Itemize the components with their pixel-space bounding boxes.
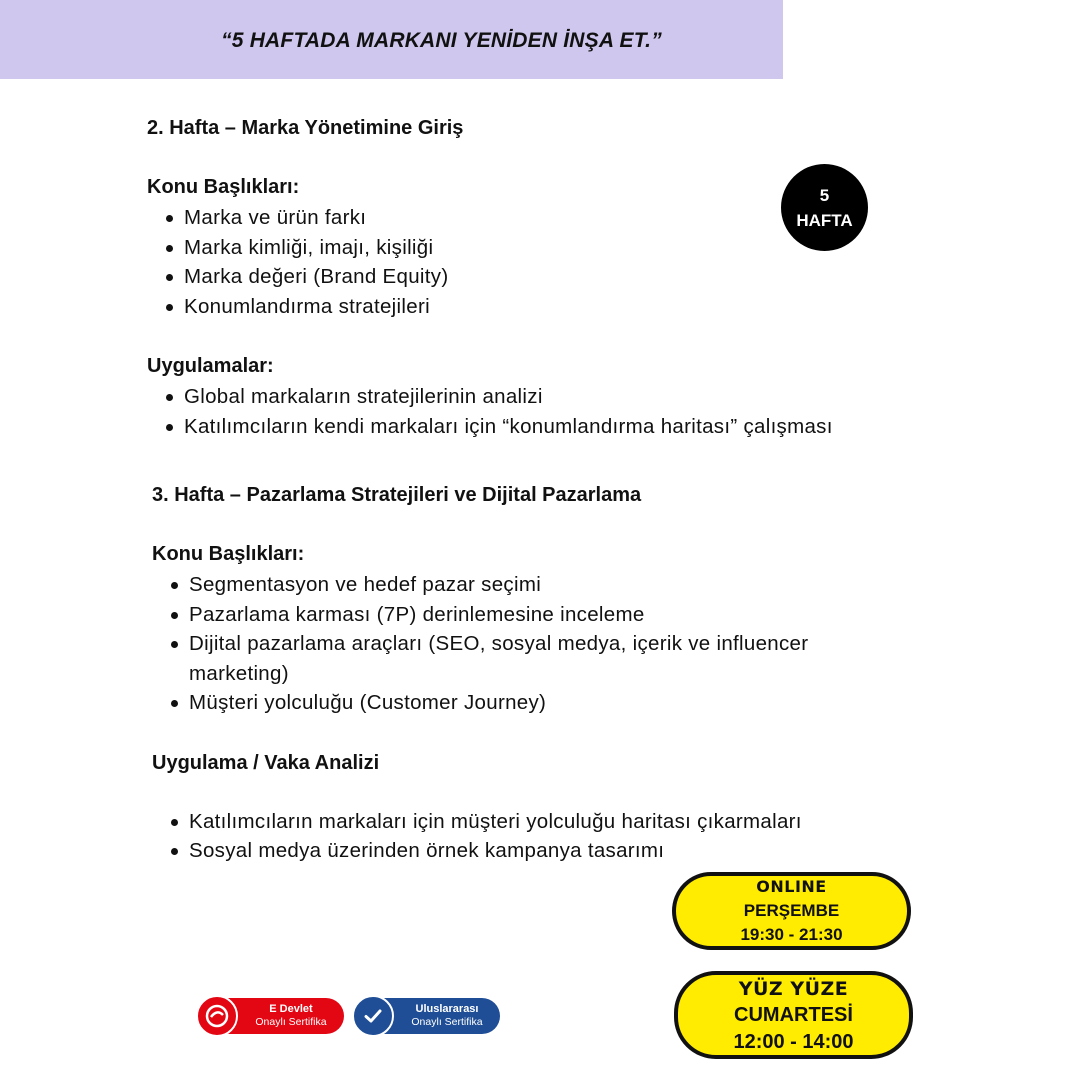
week2-apps-list (147, 382, 947, 441)
week2-apps-heading: Uygulamalar: (147, 355, 274, 377)
inperson-mode: YÜZ YÜZE (738, 977, 849, 1000)
edevlet-cert-line1: E Devlet (269, 1003, 313, 1015)
week2-topics-list (147, 203, 947, 321)
list-item: Dijital pazarlama araçları (SEO, sosyal medya, içerik ve influencer marketing) (152, 629, 872, 688)
week3-section (152, 481, 912, 866)
list-item: Katılımcıların kendi markaları için “konumlandırma haritası” çalışması (147, 412, 947, 442)
international-cert-line1: Uluslararası (415, 1003, 479, 1015)
online-mode: ONLINE (756, 877, 827, 896)
list-item: Marka kimliği, imajı, kişiliği (147, 233, 947, 263)
e-devlet-logo-icon (196, 995, 238, 1037)
banner-title: “5 HAFTADA MARKANI YENİDEN İNŞA ET.” (221, 28, 662, 52)
week3-apps-list (152, 807, 912, 866)
weeks-badge-number: 5 (819, 185, 830, 205)
week3-title: 3. Hafta – Pazarlama Stratejileri ve Dijital Pazarlama (152, 484, 642, 506)
international-certificate-badge (354, 998, 500, 1034)
list-item: Marka değeri (Brand Equity) (147, 262, 947, 292)
week2-title: 2. Hafta – Marka Yönetimine Giriş (147, 117, 464, 139)
inperson-day: CUMARTESİ (734, 1003, 853, 1026)
list-item: Marka ve ürün farkı (147, 203, 947, 233)
week3-apps-heading: Uygulama / Vaka Analizi (152, 751, 380, 774)
edevlet-certificate-badge (198, 998, 344, 1034)
edevlet-cert-line2: Onaylı Sertifika (255, 1016, 327, 1028)
online-day: PERŞEMBE (743, 901, 840, 920)
weeks-badge-label: HAFTA (796, 210, 853, 230)
list-item: Sosyal medya üzerinden örnek kampanya tasarımı (152, 836, 912, 866)
list-item: Katılımcıların markaları için müşteri yolculuğu haritası çıkarmaları (152, 807, 912, 837)
inperson-time: 12:00 - 14:00 (733, 1030, 854, 1053)
list-item: Konumlandırma stratejileri (147, 292, 947, 322)
inperson-schedule-pill (674, 971, 913, 1059)
list-item: Segmentasyon ve hedef pazar seçimi (152, 570, 872, 600)
list-item: Pazarlama karması (7P) derinlemesine inceleme (152, 600, 872, 630)
online-schedule-pill (672, 872, 911, 950)
week3-topics-list (152, 570, 872, 718)
list-item: Global markaların stratejilerinin analizi (147, 382, 947, 412)
week2-topics-heading: Konu Başlıkları: (147, 176, 300, 198)
online-time: 19:30 - 21:30 (740, 925, 843, 944)
list-item: Müşteri yolculuğu (Customer Journey) (152, 688, 872, 718)
header-banner (0, 0, 783, 79)
international-cert-line2: Onaylı Sertifika (411, 1016, 483, 1028)
checkmark-icon (352, 995, 394, 1037)
week2-section (147, 114, 947, 441)
week3-topics-heading: Konu Başlıkları: (152, 543, 305, 565)
